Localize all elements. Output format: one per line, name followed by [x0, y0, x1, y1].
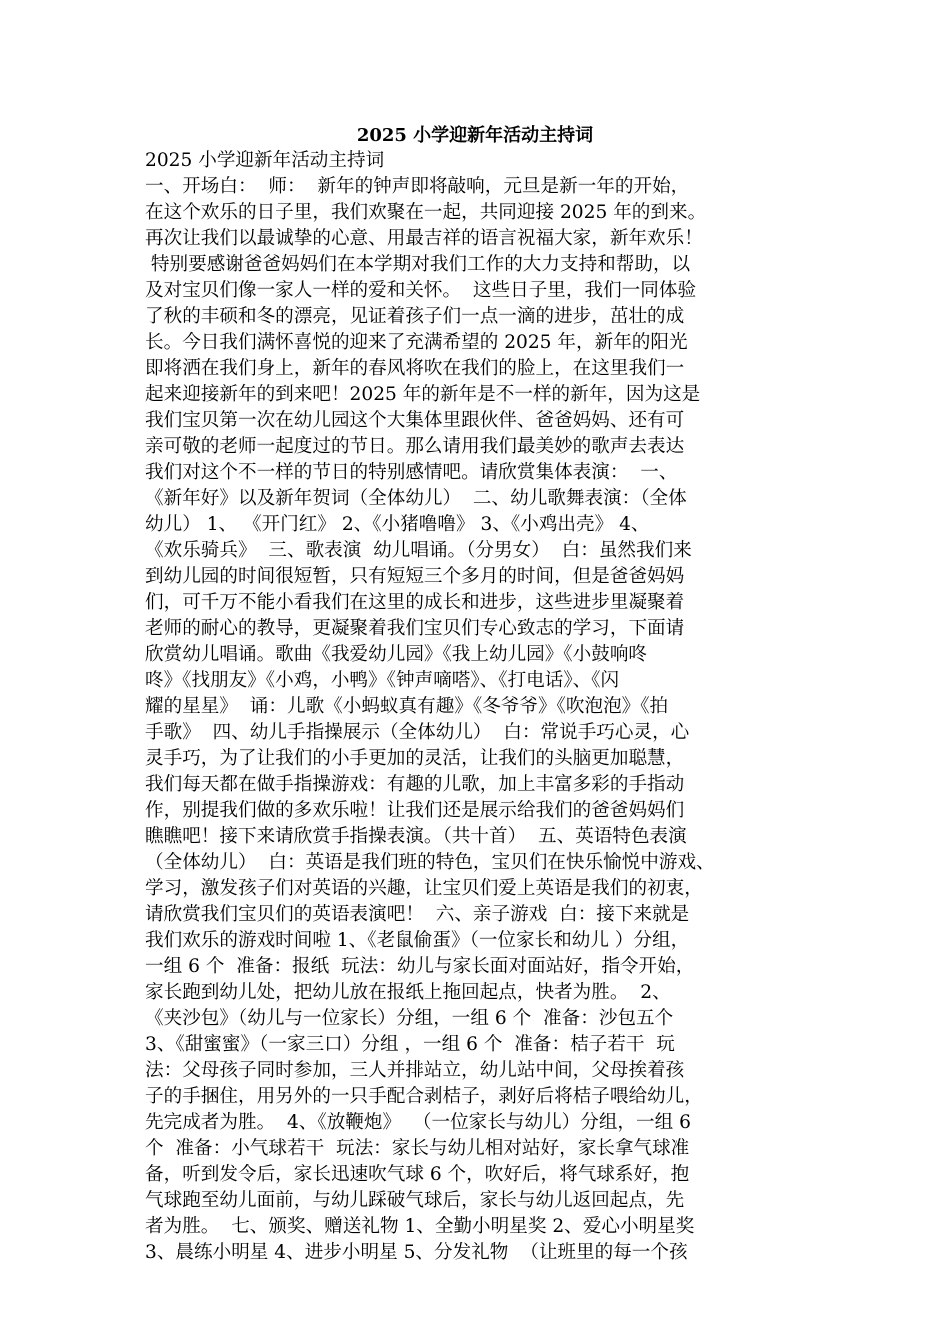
body-line: 长。今日我们满怀喜悦的迎来了充满希望的 2025 年，新年的阳光 — [145, 332, 688, 353]
body-line: 我们每天都在做手指操游戏：有趣的儿歌，加上丰富多彩的手指动 — [145, 774, 685, 795]
body-line: 起来迎接新年的到来吧！2025 年的新年是不一样的新年，因为这是 — [145, 384, 701, 405]
body-line: 再次让我们以最诚挚的心意、用最吉祥的语言祝福大家，新年欢乐！ — [145, 228, 703, 249]
body-line: 作，别提我们做的多欢乐啦！让我们还是展示给我们的爸爸妈妈们 — [145, 800, 685, 821]
body-line: 请欣赏我们宝贝们的英语表演吧！ 六、亲子游戏 白：接下来就是 — [145, 904, 690, 925]
document-title: 2025 小学迎新年活动主持词 — [356, 125, 594, 146]
body-line: 我们欢乐的游戏时间啦 1、《老鼠偷蛋》（一位家长和幼儿 ）分组， — [145, 930, 690, 951]
body-line: 家长跑到幼儿处，把幼儿放在报纸上拖回起点，快者为胜。 2、 — [145, 982, 671, 1003]
body-line: 我们对这个不一样的节日的特别感情吧。请欣赏集体表演： 一、 — [145, 462, 678, 483]
body-line: 一组 6 个 准备：报纸 玩法：幼儿与家长面对面站好，指令开始， — [145, 956, 695, 977]
body-line: 即将洒在我们身上，新年的春风将吹在我们的脸上，在这里我们一 — [145, 358, 685, 379]
body-line: 3、《甜蜜蜜》（一家三口）分组 ，一组 6 个 准备：桔子若干 玩 — [145, 1034, 675, 1055]
body-line: 了秋的丰硕和冬的漂亮，见证着孩子们一点一滴的进步，茁壮的成 — [145, 306, 685, 327]
body-line: 们，可千万不能小看我们在这里的成长和进步，这些进步里凝聚着 — [145, 592, 685, 613]
body-line: 备，听到发令后，家长迅速吹气球 6 个，吹好后，将气球系好，抱 — [145, 1164, 690, 1185]
body-line: 法：父母孩子同时参加，三人并排站立，幼儿站中间，父母挨着孩 — [145, 1060, 685, 1081]
body-line: 特别要感谢爸爸妈妈们在本学期对我们工作的大力支持和帮助，以 — [145, 254, 691, 275]
body-line: 瞧瞧吧！接下来请欣赏手指操表演。（共十首） 五、英语特色表演 — [145, 826, 687, 847]
body-line: 先完成者为胜。 4、《放鞭炮》 （一位家长与幼儿）分组，一组 6 — [145, 1112, 691, 1133]
body-line: 到幼儿园的时间很短暂，只有短短三个多月的时间，但是爸爸妈妈 — [145, 566, 685, 587]
body-line: 者为胜。 七、颁奖、赠送礼物 1、全勤小明星奖 2、爱心小明星奖 — [145, 1216, 695, 1237]
document-body — [145, 148, 815, 1266]
body-line: 个 准备：小气球若干 玩法：家长与幼儿相对站好，家长拿气球准 — [145, 1138, 690, 1159]
body-line: 在这个欢乐的日子里，我们欢聚在一起，共同迎接 2025 年的到来。 — [145, 202, 707, 223]
body-line: 老师的耐心的教导，更凝聚着我们宝贝们专心致志的学习，下面请 — [145, 618, 685, 639]
body-line: 咚》《找朋友》《小鸡，小鸭》《钟声嘀嗒》、《打电话》、《闪 — [145, 670, 620, 691]
body-line: 幼儿） 1、 《开门红》 2、《小猪噜噜》 3、《小鸡出壳》 4、 — [145, 514, 650, 535]
body-line: 耀的星星》 诵：儿歌《小蚂蚁真有趣》《冬爷爷》《吹泡泡》《拍 — [145, 696, 669, 717]
body-line: 一、开场白： 师： 新年的钟声即将敲响，元旦是新一年的开始， — [145, 176, 690, 197]
body-line: 学习，激发孩子们对英语的兴趣，让宝贝们爱上英语是我们的初衷， — [145, 878, 703, 899]
body-line: 《夹沙包》（幼儿与一位家长）分组，一组 6 个 准备：沙包五个 — [145, 1008, 674, 1029]
body-line: 亲可敬的老师一起度过的节日。那么请用我们最美妙的歌声去表达 — [145, 436, 685, 457]
body-line: 手歌》 四、幼儿手指操展示（全体幼儿） 白：常说手巧心灵，心 — [145, 722, 690, 743]
body-line: 气球跑至幼儿面前，与幼儿踩破气球后，家长与幼儿返回起点，先 — [145, 1190, 685, 1211]
body-line: 2025 小学迎新年活动主持词 — [145, 150, 385, 171]
body-line: 灵手巧，为了让我们的小手更加的灵活，让我们的头脑更加聪慧， — [145, 748, 685, 769]
body-line: 《欢乐骑兵》 三、歌表演 幼儿唱诵。（分男女） 白：虽然我们来 — [145, 540, 692, 561]
body-line: 3、晨练小明星 4、进步小明星 5、分发礼物 （让班里的每一个孩 — [145, 1242, 688, 1263]
body-line: 《新年好》以及新年贺词（全体幼儿） 二、幼儿歌舞表演：（全体 — [145, 488, 687, 509]
body-line: 及对宝贝们像一家人一样的爱和关怀。 这些日子里，我们一同体验 — [145, 280, 697, 301]
body-line: 我们宝贝第一次在幼儿园这个大集体里跟伙伴、爸爸妈妈、还有可 — [145, 410, 685, 431]
body-line: 欣赏幼儿唱诵。歌曲《我爱幼儿园》《我上幼儿园》《小鼓响咚 — [145, 644, 648, 665]
body-line: （全体幼儿） 白：英语是我们班的特色，宝贝们在快乐愉悦中游戏、 — [145, 852, 715, 873]
body-line: 子的手捆住，用另外的一只手配合剥桔子，剥好后将桔子喂给幼儿， — [145, 1086, 703, 1107]
